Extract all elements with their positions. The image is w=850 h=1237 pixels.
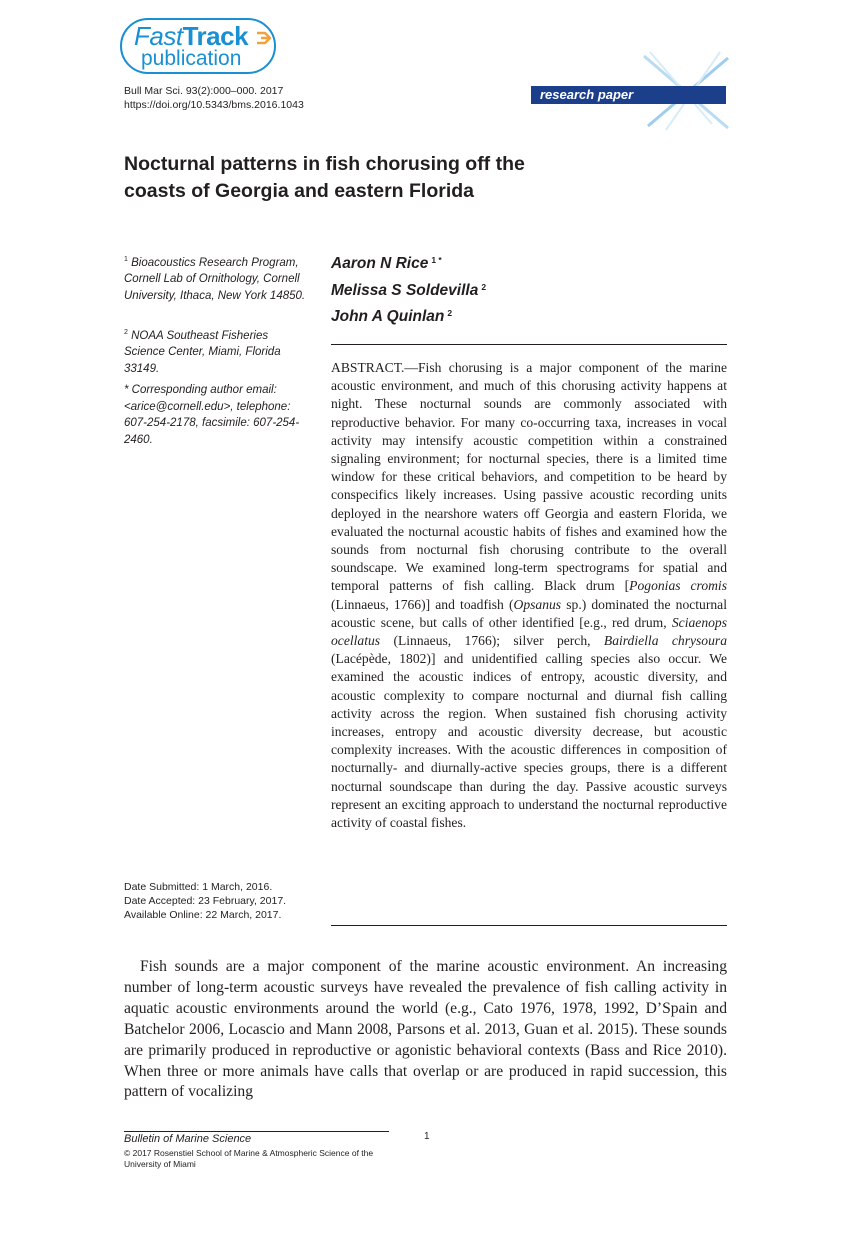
body-paragraph — [124, 957, 727, 1103]
corresponding-author: * Corresponding author email: <arice@cornell.edu>, telephone: 607-254-2178, facsimile: 607-254-2460. — [124, 384, 300, 446]
author-name: Aaron N Rice — [331, 255, 429, 272]
citation-text: Bull Mar Sci. 93(2):000–000. 2017 — [124, 85, 284, 97]
abstract-bottom-rule — [331, 925, 727, 926]
date-online: Available Online: 22 March, 2017. — [124, 909, 282, 921]
abstract-text: sp.) dominated the nocturnal acoustic scene, but calls of other identified [e.g., red drum, — [331, 596, 727, 630]
date-accepted: Date Accepted: 23 February, 2017. — [124, 895, 287, 907]
species-name: Opsanus — [513, 596, 562, 612]
date-submitted: Date Submitted: 1 March, 2016. — [124, 881, 273, 893]
abstract-text: (Linnaeus, 1766)] and toadfish ( — [331, 596, 514, 612]
title-line-2: coasts of Georgia and eastern Florida — [124, 180, 475, 202]
title-line-1: Nocturnal patterns in fish chorusing off the — [124, 153, 525, 175]
species-name: Bairdiella chrysoura — [603, 633, 727, 649]
affiliation-mark: 1 — [124, 256, 128, 263]
footer-copyright: © 2017 Rosenstiel School of Marine & Atmospheric Science of the University of Miami — [124, 1148, 374, 1169]
abstract-top-rule — [331, 344, 727, 345]
article-dates — [124, 880, 286, 922]
fasttrack-logo — [120, 18, 276, 74]
abstract-text: (Lacépède, 1802)] and unidentified calling species also occur. We examined the acoustic indices of entropy, acoustic diversity, and acoustic complexity to compare nocturnal and diurnal fish calling activity across the region. When sustained fish chorusing activity increases, entropy and acoustic diversity decrease, but acoustic complexity increases. With the acoustic differences in composition of nocturnally- and diurnally-active species groups, there is a different nocturnal soundscape than during the day. Passive acoustic surveys represent an exciting approach to understand the nocturnal reproductive activity of coastal fishes. — [331, 651, 727, 831]
abstract-text: ABSTRACT.—Fish chorusing is a major component of the marine acoustic environment, and much of this chorusing activity happens at night. These nocturnal sounds are commonly associated with reproductive behavior. For many co-occurring taxa, increases in vocal activity may intensify acoustic competition within a constrained signaling environment; for nocturnal species, there is a limited time window for these critical behaviors, and competition to be heard by conspecifics likely increases. Using passive acoustic recording units deployed in the nearshore waters off Georgia and eastern Florida, we evaluated the nocturnal acoustic habits of fishes and examined how the sounds from nocturnal fish chorusing contribute to the overall soundscape. We examined long-term spectrograms for spatial and temporal patterns of fish calling. Black drum [ — [331, 360, 727, 594]
research-paper-label: research paper — [540, 87, 634, 102]
author-mark: 1 * — [431, 255, 442, 265]
species-name: Sciaenops ocellatus — [331, 614, 727, 649]
author — [331, 302, 486, 329]
affiliation-mark: 2 — [124, 329, 128, 336]
doi-link[interactable]: https://doi.org/10.5343/bms.2016.1043 — [124, 99, 304, 111]
author — [331, 249, 486, 276]
abstract-text: (Linnaeus, 1766); silver perch, — [380, 633, 604, 649]
footer-rule — [124, 1131, 389, 1132]
species-name: Pogonias cromis — [629, 578, 727, 594]
logo-arrow-icon — [255, 29, 273, 47]
author — [331, 276, 486, 303]
affiliation-text: NOAA Southeast Fisheries Science Center, Miami, Florida 33149. — [124, 329, 281, 375]
footer-journal-name: Bulletin of Marine Science — [124, 1133, 252, 1145]
affiliation-text: Bioacoustics Research Program, Cornell Lab of Ornithology, Cornell University, Ithaca, New York 14850. — [124, 256, 306, 302]
logo-word-fast: Fast — [134, 21, 183, 51]
journal-reference — [124, 84, 304, 112]
logo-word-track: Track — [182, 21, 249, 51]
affiliation-2 — [124, 325, 312, 377]
logo-word-publication: publication — [141, 47, 242, 70]
author-mark: 2 — [481, 281, 487, 292]
body-text: Fish sounds are a major component of the marine acoustic environment. An increasing number of long-term acoustic surveys have revealed the prevalence of fish calling activity in aquatic acoustic environments around the world (e.g., Cato 1976, 1978, 1992, D’Spain and Batchelor 2006, Locascio and Mann 2008, Parsons et al. 2013, Guan et al. 2015). These sounds are primarily produced in reproductive or agonistic behavioral contexts (Bass and Rice 2010). When three or more animals have calls that overlap or are produced in rapid succession, this pattern of vocalizing — [124, 958, 727, 1101]
affiliation-1 — [124, 252, 312, 304]
abstract — [331, 359, 727, 832]
author-mark: 2 — [447, 308, 453, 318]
page-number: 1 — [424, 1131, 430, 1142]
article-title — [124, 151, 564, 205]
author-name: Melissa S Soldevilla — [331, 281, 479, 299]
author-list — [331, 249, 486, 329]
author-name: John A Quinlan — [331, 308, 445, 325]
